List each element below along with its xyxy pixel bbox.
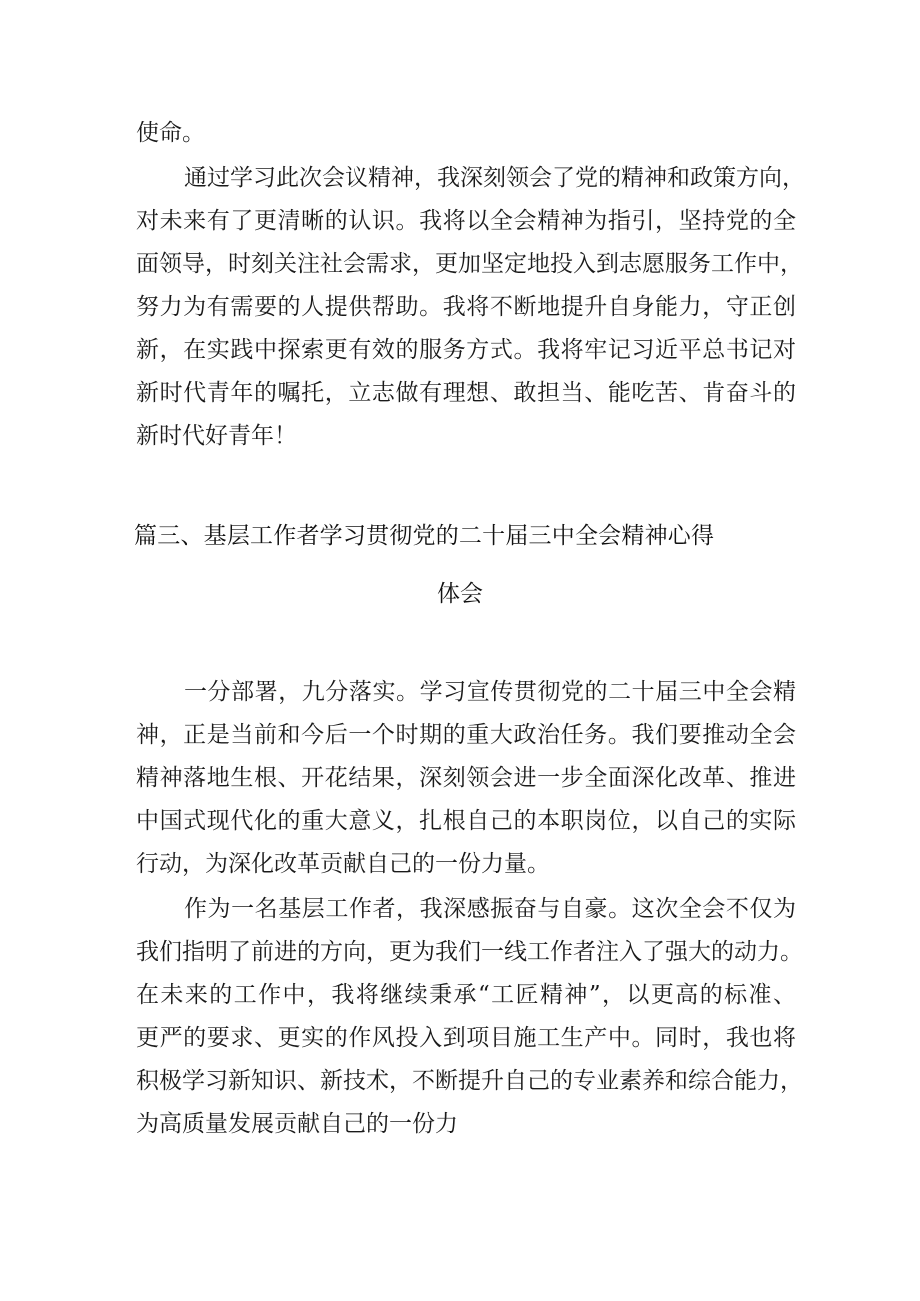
paragraph-line: 一分部署，九分落实。学习宣传贯彻党的二十届三中全会精 [184,679,796,705]
paragraph-line: 积极学习新知识、新技术，不断提升自己的专业素养和综合能力， [136,1068,803,1094]
paragraph-line: 精神落地生根、开花结果，深刻领会进一步全面深化改革、推进 [136,765,796,791]
section-title: 篇三、基层工作者学习贯彻党的二十届三中全会精神心得 [134,523,714,549]
paragraph-line: 新时代好青年！ [136,423,297,449]
paragraph-line: 对未来有了更清晰的认识。我将以全会精神为指引，坚持党的全 [136,208,796,234]
paragraph-line: 行动，为深化改革贡献自己的一份力量。 [136,851,550,877]
paragraph-line: 为高质量发展贡献自己的一份力 [136,1111,458,1137]
paragraph-line: 新时代青年的嘱托，立志做有理想、敢担当、能吃苦、肯奋斗的 [136,380,796,406]
paragraph-line: 通过学习此次会议精神，我深刻领会了党的精神和政策方向， [184,165,805,191]
paragraph-line: 面领导，时刻关注社会需求，更加坚定地投入到志愿服务工作中， [136,251,803,277]
paragraph-line: 努力为有需要的人提供帮助。我将不断地提升自身能力，守正创 [136,294,796,320]
paragraph-line: 作为一名基层工作者，我深感振奋与自豪。这次全会不仅为 [184,896,796,922]
paragraph-line: 中国式现代化的重大意义，扎根自己的本职岗位，以自己的实际 [136,808,796,834]
paragraph-line: 新，在实践中探索更有效的服务方式。我将牢记习近平总书记对 [136,337,796,363]
paragraph-top-line: 使命。 [136,120,205,146]
paragraph-line: 神，正是当前和今后一个时期的重大政治任务。我们要推动全会 [136,722,796,748]
paragraph-line: 在未来的工作中，我将继续秉承“工匠精神”，以更高的标准、 [136,982,796,1008]
paragraph-line: 我们指明了前进的方向，更为我们一线工作者注入了强大的动力。 [136,939,803,965]
paragraph-line: 更严的要求、更实的作风投入到项目施工生产中。同时，我也将 [136,1025,796,1051]
section-title-continuation: 体会 [437,581,483,607]
